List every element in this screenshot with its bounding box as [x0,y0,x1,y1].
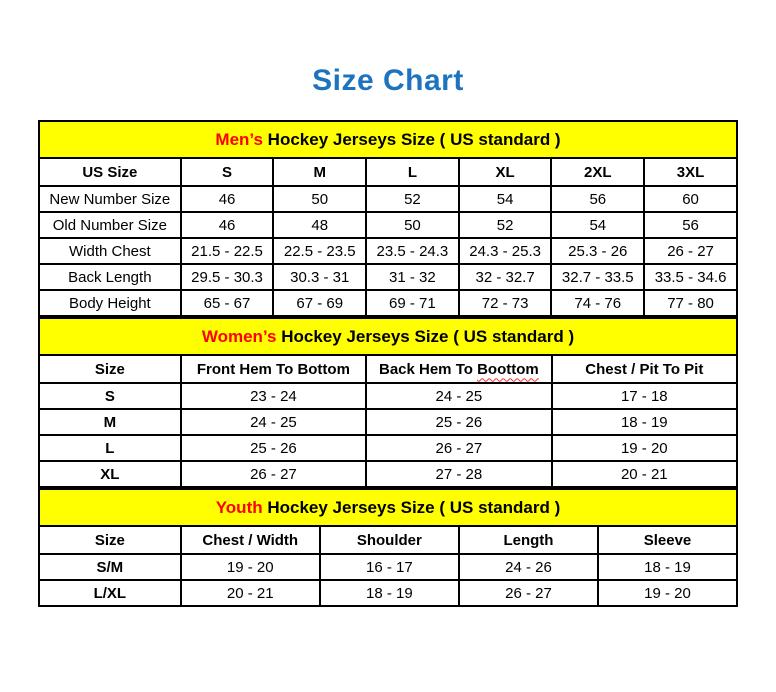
mens-value-cell: 74 - 76 [551,290,644,316]
youth-column-header: Sleeve [598,526,737,554]
mens-row-label: Old Number Size [39,212,181,238]
youth-column-header: Size [39,526,181,554]
mens-value-cell: 50 [366,212,459,238]
womens-value-cell: 27 - 28 [366,461,551,487]
womens-column-header: Back Hem To Boottom [366,355,551,383]
youth-heading-highlight: Youth [215,497,263,517]
mens-value-cell: 33.5 - 34.6 [644,264,737,290]
mens-value-cell: 29.5 - 30.3 [181,264,274,290]
womens-row-label: XL [39,461,181,487]
womens-table-row [39,409,737,435]
womens-value-cell: 20 - 21 [552,461,737,487]
youth-section-heading [39,489,737,526]
mens-value-cell: 32 - 32.7 [459,264,552,290]
youth-heading-rest: Hockey Jerseys Size ( US standard ) [262,497,561,517]
womens-row-label: M [39,409,181,435]
mens-value-cell: 56 [644,212,737,238]
size-tables-container [38,120,738,607]
mens-table-row [39,186,737,212]
womens-column-header: Front Hem To Bottom [181,355,366,383]
mens-value-cell: 67 - 69 [273,290,366,316]
mens-table-row [39,238,737,264]
womens-section-heading [39,318,737,355]
womens-value-cell: 26 - 27 [366,435,551,461]
mens-value-cell: 26 - 27 [644,238,737,264]
mens-value-cell: 69 - 71 [366,290,459,316]
mens-value-cell: 60 [644,186,737,212]
mens-heading-highlight: Men’s [215,129,263,149]
womens-value-cell: 18 - 19 [552,409,737,435]
mens-value-cell: 65 - 67 [181,290,274,316]
womens-row-label: L [39,435,181,461]
womens-table-row [39,383,737,409]
womens-column-header: Chest / Pit To Pit [552,355,737,383]
womens-table-row [39,435,737,461]
youth-column-header: Shoulder [320,526,459,554]
mens-value-cell: 21.5 - 22.5 [181,238,274,264]
mens-column-header: 3XL [644,158,737,186]
mens-value-cell: 48 [273,212,366,238]
mens-value-cell: 23.5 - 24.3 [366,238,459,264]
mens-column-header: 2XL [551,158,644,186]
womens-value-cell: 17 - 18 [552,383,737,409]
mens-column-header: L [366,158,459,186]
youth-value-cell: 16 - 17 [320,554,459,580]
misspelled-word: Boottom [477,360,539,378]
youth-value-cell: 19 - 20 [598,580,737,606]
youth-column-header: Length [459,526,598,554]
mens-value-cell: 25.3 - 26 [551,238,644,264]
mens-column-header: S [181,158,274,186]
mens-value-cell: 50 [273,186,366,212]
mens-value-cell: 77 - 80 [644,290,737,316]
mens-value-cell: 72 - 73 [459,290,552,316]
youth-table-row [39,554,737,580]
womens-value-cell: 23 - 24 [181,383,366,409]
womens-heading-rest: Hockey Jerseys Size ( US standard ) [276,326,575,346]
mens-table-row [39,264,737,290]
youth-value-cell: 24 - 26 [459,554,598,580]
mens-column-header: M [273,158,366,186]
mens-value-cell: 52 [459,212,552,238]
mens-column-header: US Size [39,158,181,186]
mens-column-header: XL [459,158,552,186]
mens-table-row [39,290,737,316]
mens-heading-rest: Hockey Jerseys Size ( US standard ) [262,129,561,149]
youth-row-label: S/M [39,554,181,580]
mens-table-row [39,212,737,238]
mens-row-label: Body Height [39,290,181,316]
mens-value-cell: 31 - 32 [366,264,459,290]
mens-value-cell: 46 [181,186,274,212]
youth-column-header: Chest / Width [181,526,320,554]
youth-value-cell: 18 - 19 [320,580,459,606]
womens-heading-highlight: Women’s [201,326,277,346]
mens-value-cell: 54 [459,186,552,212]
mens-value-cell: 46 [181,212,274,238]
youth-value-cell: 19 - 20 [181,554,320,580]
youth-value-cell: 20 - 21 [181,580,320,606]
youth-size-table [38,488,738,607]
womens-size-table [38,317,738,488]
womens-column-header: Size [39,355,181,383]
mens-size-table [38,120,738,317]
womens-table-row [39,461,737,487]
womens-value-cell: 24 - 25 [181,409,366,435]
womens-row-label: S [39,383,181,409]
womens-value-cell: 25 - 26 [181,435,366,461]
womens-value-cell: 24 - 25 [366,383,551,409]
page-title: Size Chart [312,64,464,97]
mens-row-label: Width Chest [39,238,181,264]
youth-value-cell: 26 - 27 [459,580,598,606]
mens-value-cell: 22.5 - 23.5 [273,238,366,264]
mens-value-cell: 30.3 - 31 [273,264,366,290]
youth-row-label: L/XL [39,580,181,606]
youth-table-row [39,580,737,606]
womens-value-cell: 26 - 27 [181,461,366,487]
mens-value-cell: 54 [551,212,644,238]
mens-value-cell: 56 [551,186,644,212]
youth-value-cell: 18 - 19 [598,554,737,580]
mens-value-cell: 32.7 - 33.5 [551,264,644,290]
mens-row-label: New Number Size [39,186,181,212]
womens-value-cell: 25 - 26 [366,409,551,435]
mens-section-heading [39,121,737,158]
mens-value-cell: 24.3 - 25.3 [459,238,552,264]
mens-row-label: Back Length [39,264,181,290]
womens-value-cell: 19 - 20 [552,435,737,461]
mens-value-cell: 52 [366,186,459,212]
